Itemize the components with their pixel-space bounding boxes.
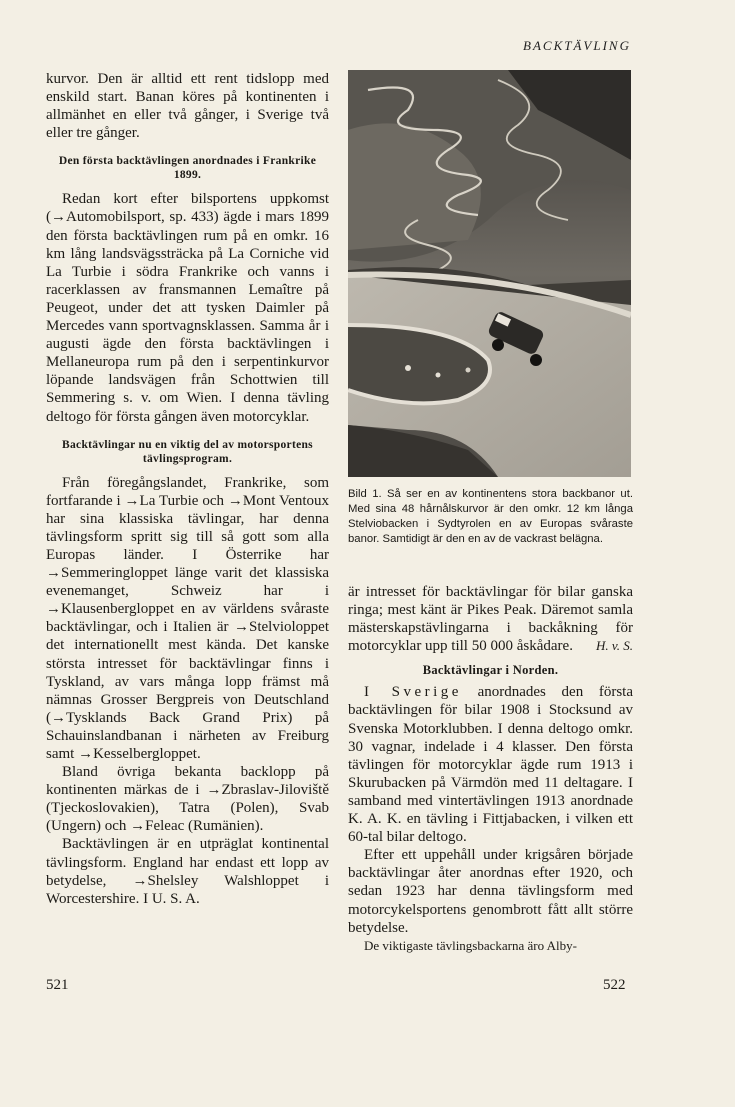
- left-column: [46, 70, 329, 908]
- mountain-road-illustration: [348, 70, 631, 477]
- author-signature: H. v. S.: [596, 638, 633, 654]
- paragraph: Efter ett uppehåll under krigsåren började backtävlingar åter anordnas efter 1920, och sedan 1923 har denna tävlingsform med motorcykelsportens genombrott fått allt större betydelse.: [348, 847, 633, 936]
- paragraph: kurvor. Den är alltid ett rent tidslopp med enskild start. Banan köres på kontinenten i allmänhet en eller två gånger, i Sverige två eller tre gånger.: [46, 71, 329, 142]
- section-heading: Backtävlingar nu en viktig del av motorsportens tävlingsprogram.: [62, 438, 313, 465]
- paragraph-text: anordnades den första backtävlingen för bilar 1908 i Stocksund av Svenska Motorklubben. I denna deltogo omkr. 30 vagnar, indelade i 4 klasser. Den första tävlingen för motorcyklar ägde rum 1913 i Skurubacken på Värmdön med 11 deltagare. I samband med vintertävlingen 1913 anordnade K. A. K. en tävling i Fittjabacken, i vilken ett 60-tal bilar deltogo.: [348, 684, 633, 846]
- emphasis-text: I Sverige: [364, 684, 462, 701]
- paragraph: [348, 683, 633, 846]
- page-number-right: 522: [603, 977, 626, 993]
- page-number-left: 521: [46, 977, 69, 993]
- section-heading: Backtävlingar i Norden.: [422, 663, 559, 678]
- paragraph: Bland övriga bekanta backlopp på kontinenten märkas de i →Zbraslav-Jiloviště (Tjeckoslovakien), Tatra (Polen), Svab (Ungern) och →Feleac (Rumänien).: [46, 764, 329, 835]
- paragraph: De viktigaste tävlingsbackarna äro Alby-: [364, 937, 577, 953]
- paragraph: Backtävlingen är en utpräglat kontinental tävlingsform. England har endast ett lopp av betydelse, →Shelsley Walshloppet i Worcestershire. I U. S. A.: [46, 836, 329, 907]
- figure-caption: Bild 1. Så ser en av kontinentens stora backbanor ut. Med sina 48 hårnålskurvor är den omkr. 12 km långa Stelviobacken i Sydtyrolen en av Europas svåraste banor. Samtidigt är den en av de vackrast belägna.: [348, 488, 633, 545]
- right-column: [348, 583, 633, 955]
- paragraph: Redan kort efter bilsportens uppkomst (→Automobilsport, sp. 433) ägde i mars 1899 den första backtävlingen rum på en omkr. 16 km lång landsvägssträcka på La Corniche vid La Turbie i södra Frankrike och vanns i racerklassen av fransmannen Lemaître på Peugeot, under det att tysken Daimler på Mercedes vann sportvagnsklassen. Samma år i augusti ägde den första backtävlingen i Mellaneuropa rum på den i serpentinkurvor löpande landsvägen från Schottwien till Semmering s. v. om Wien. I denna tävling deltogo för första gången även motorcyklar.: [46, 191, 329, 425]
- stelvio-road-photo: [348, 70, 631, 477]
- running-header: BACKTÄVLING: [523, 38, 631, 53]
- paragraph: Från föregångslandet, Frankrike, som fortfarande i →La Turbie och →Mont Ventoux har sina klassiska tävlingar, har denna tävlingsform spritt sig till så gott som alla Europas länder. I Österrike har →Semmeringloppet länge varit det klassiska evenemanget, Schweiz har i →Klausenbergloppet en av världens svåraste backtävlingar, och i Italien är →Stelvioloppet det internationellt mest kända. Det kanske största intresset för backtävlingar finns i Tyskland, av vars många lopp främst må nämnas Grosser Bergpreis von Deutschland (→Tysklands Back Grand Prix) på Schauinslandbanan i närheten av Freiburg samt →Kesselbergloppet.: [46, 474, 329, 762]
- paragraph: [348, 583, 633, 655]
- paragraph-text: är intresset för backtävlingar för bilar ganska ringa; mest känt är Pikes Peak. Däremot samla mästerskapstävlingarna i backåkning för motorcyklar upp till 50 000 åskådare.: [348, 584, 633, 655]
- section-heading: Den första backtävlingen anordnades i Frankrike 1899.: [58, 155, 317, 182]
